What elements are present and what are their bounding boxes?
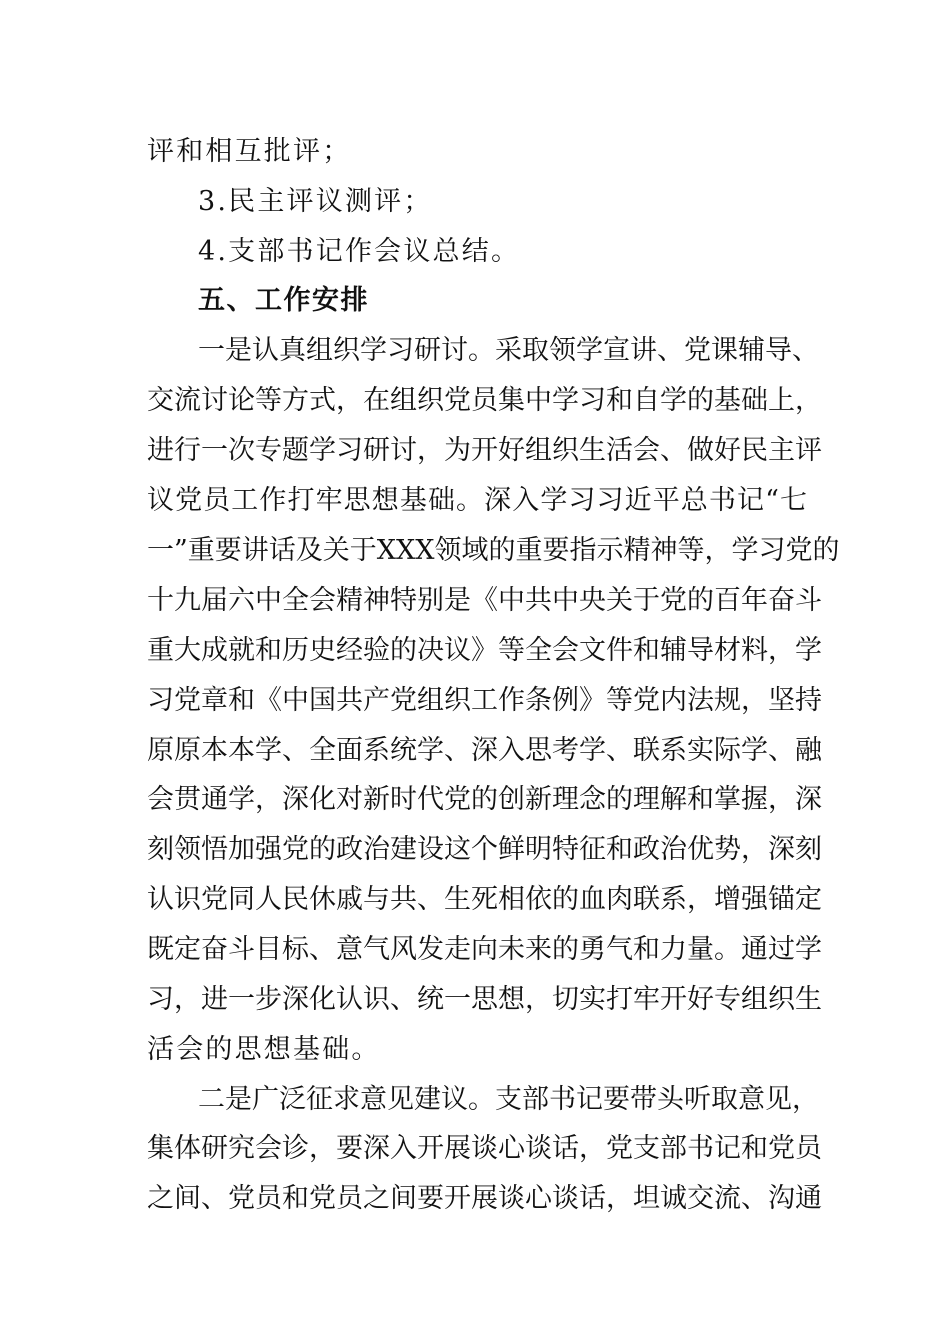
paragraph-line: 会贯通学，深化对新时代党的创新理念的理解和掌握，深 [147,784,822,815]
paragraph-line: 议党员工作打牢思想基础。深入学习习近平总书记“七 [147,485,807,516]
text-line: 评和相互批评； [147,136,352,167]
paragraph-line: 习，进一步深化认识、统一思想，切实打牢开好专组织生 [147,984,822,1015]
paragraph-line: 刻领悟加强党的政治建设这个鲜明特征和政治优势，深刻 [147,834,822,865]
paragraph-line: 认识党同人民休戚与共、生死相依的血肉联系，增强锚定 [147,884,822,915]
paragraph-line: 集体研究会诊，要深入开展谈心谈话，党支部书记和党员 [147,1133,822,1164]
section-heading: 五、工作安排 [198,285,369,316]
paragraph-line: 二是广泛征求意见建议。支部书记要带头听取意见， [198,1084,819,1115]
paragraph-line: 一是认真组织学习研讨。采取领学宣讲、党课辅导、 [198,335,819,366]
list-item-3: 3.民主评议测评； [198,186,433,217]
paragraph-line: 重大成就和历史经验的决议》等全会文件和辅导材料，学 [147,635,822,666]
paragraph-line: 既定奋斗目标、意气风发走向未来的勇气和力量。通过学 [147,934,822,965]
paragraph-line: 一”重要讲话及关于XXX领域的重要指示精神等，学习党的 [147,535,840,566]
paragraph-line: 活会的思想基础。 [147,1034,381,1065]
paragraph-line: 进行一次专题学习研讨，为开好组织生活会、做好民主评 [147,435,822,466]
paragraph-line: 十九届六中全会精神特别是《中共中央关于党的百年奋斗 [147,585,822,616]
paragraph-line: 原原本本学、全面系统学、深入思考学、联系实际学、融 [147,735,822,766]
paragraph-line: 交流讨论等方式，在组织党员集中学习和自学的基础上， [147,385,822,416]
paragraph-line: 之间、党员和党员之间要开展谈心谈话，坦诚交流、沟通 [147,1183,822,1214]
list-item-4: 4.支部书记作会议总结。 [198,236,521,267]
paragraph-line: 习党章和《中国共产党组织工作条例》等党内法规，坚持 [147,685,822,716]
